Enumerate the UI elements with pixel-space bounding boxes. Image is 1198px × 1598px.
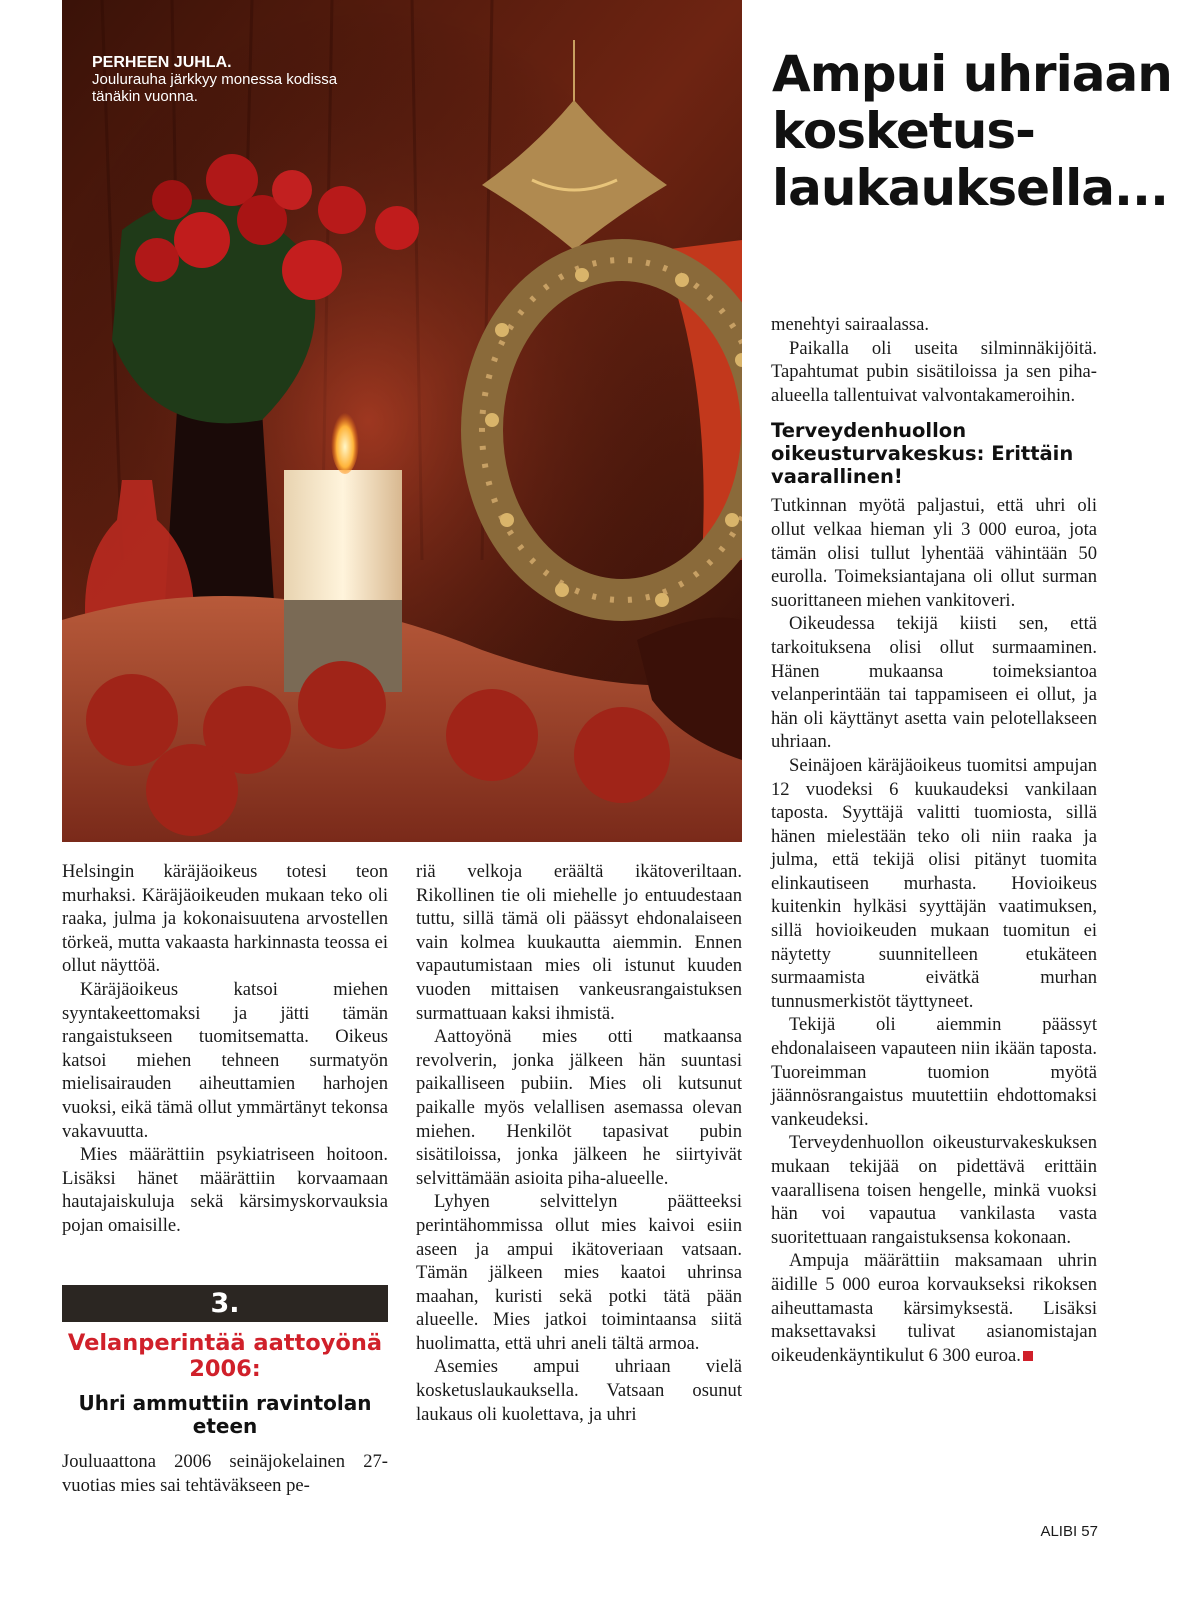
paragraph-text: Ampuja määrättiin maksamaan uhrin äidille 5 000 euroa korvaukseksi rikoksen aiheuttamasta kärsimyksestä. Lisäksi maksettavaksi tulivat asianomistajan oikeudenkäyntikulut 6 300 euroa.: [771, 1250, 1097, 1366]
paragraph: riä velkoja eräältä ikätoveriltaan. Rikollinen tie oli miehelle jo entuudestaan tuttu, sillä tämä oli päässyt ehdonalaiseen vain kolmea kuukautta aiemmin. Ennen vapautumistaan mies oli istunut kuuden vuoden mittaisen vankeusrangaistuksen surmattuaan kaksi ihmistä.: [416, 861, 742, 1024]
paragraph: Oikeudessa tekijä kiisti sen, että tarkoituksena olisi ollut surmaaminen. Hänen mukaansa toimeksiantoa velanperintään tai tappamiseen ei ollut, ja hän oli käyttänyt asetta vain pelotellakseen uhriaan.: [771, 613, 1097, 753]
paragraph: Helsingin käräjäoikeus totesi teon murhaksi. Käräjäoikeuden mukaan teko oli raaka, julma ja kokonaisuutena arvostellen törkeä, mutta vakaasta harkinnasta teossa ei ollut näyttöä.: [62, 861, 388, 977]
paragraph: Aattoyönä mies otti matkaansa revolverin, jonka jälkeen hän suuntasi paikalliseen pubiin. Mies oli kutsunut paikalle myös velallisen asemassa olevan miehen. Henkilöt tapasivat pubin sisätiloissa, jonka jälkeen he siirtyivät selvittämään asioita piha-alueelle.: [416, 1026, 742, 1189]
section-heading: [62, 1330, 388, 1438]
article-headline: Ampui uhriaan kosketus-laukauksella...: [772, 45, 1172, 217]
caption-head: PERHEEN JUHLA.: [92, 54, 232, 71]
christmas-still-life-photo: [62, 0, 742, 842]
paragraph: Käräjäoikeus katsoi miehen syyntakeettomaksi ja jätti tämän rangaistukseen tuomitsematta. Oikeus katsoi miehen tehneen surmatyön mielisairauden aiheuttamien harhojen vuoksi, eikä tämä ollut ymmärtänyt tekonsa vakavuutta.: [62, 978, 388, 1142]
paragraph: Mies määrättiin psykiatriseen hoitoon. Lisäksi hänet määrättiin korvaamaan hautajaiskuluja sekä kärsimyskorvauksia pojan omaisille.: [62, 1144, 388, 1236]
end-mark-icon: [1023, 1351, 1033, 1361]
column-2: [416, 860, 742, 1426]
page-folio: ALIBI 57: [1040, 1523, 1098, 1540]
paragraph: Seinäjoen käräjäoikeus tuomitsi ampujan 12 vuodeksi 6 kuukaudeksi vankilaan taposta. Syyttäjä valitti tuomiosta, sillä hänen mielestään teko oli niin raaka ja julma, että tekijä olisi pitänyt tuomita elinkautiseen murhasta. Hovioikeus kuitenkin hylkäsi syyttäjän vaatimuksen, sillä hovioikeuden mukaan tuomitun ei näytetty suunnitelleen etukäteen surmaamista eivätkä murhan tunnusmerkistöt täyttyneet.: [771, 754, 1097, 1012]
paragraph: menehtyi sairaalassa.: [771, 314, 929, 335]
paragraph: Lyhyen selvittelyn päätteeksi perintähommissa ollut mies kaivoi esiin aseen ja ampui ikätoveriaan vatsaan. Tämän jälkeen mies kaatoi uhrinsa maahan, kuristi sekä potki tätä pään alueelle. Mies jatkoi toimintaansa siitä huolimatta, että uhri aneli tältä armoa.: [416, 1191, 742, 1354]
section-title: Velanperintää aattoyönä 2006:: [67, 1330, 383, 1382]
section-number-box: 3.: [62, 1285, 388, 1322]
column-subheading: Terveydenhuollon oikeusturvakeskus: Erittäin vaarallinen!: [771, 419, 1074, 489]
paragraph: Terveydenhuollon oikeusturvakeskuksen mukaan tekijää on pidettävä erittäin vaarallisena toisen hengelle, minkä vuoksi hän voi vapautua vankilasta vasta suoritettuaan rangaistuksensa kokonaan.: [771, 1132, 1097, 1248]
section-lead: Jouluaattona 2006 seinäjokelainen 27-vuotias mies sai tehtäväkseen pe-: [62, 1451, 388, 1496]
paragraph-last: [771, 1249, 1097, 1367]
section-subtitle: Uhri ammuttiin ravintolan eteen: [78, 1391, 372, 1438]
paragraph: Tutkinnan myötä paljastui, että uhri oli ollut velkaa hieman yli 3 000 euroa, jota tämän olisi tullut lyhentää vähintään 50 eurolla. Toimeksiantajana oli ollut surman suorittaneen miehen vankitoveri.: [771, 495, 1097, 611]
paragraph: Tekijä oli aiemmin päässyt ehdonalaiseen vapauteen niin ikään taposta. Tuoreimman tuomion myötä jäännösrangaistus muutettiin ehdottomaksi vankeudeksi.: [771, 1014, 1097, 1130]
column-3: [771, 313, 1097, 1367]
column-1: [62, 860, 388, 1238]
paragraph: Asemies ampui uhriaan vielä kosketuslaukauksella. Vatsaan osunut laukaus oli kuolettava, ja uhri: [416, 1356, 742, 1425]
caption-text: Joulurauha järkkyy monessa kodissa tänäkin vuonna.: [92, 71, 338, 105]
section-lead-column: [62, 1450, 388, 1497]
photo-caption: [92, 54, 352, 105]
paragraph: Paikalla oli useita silminnäkijöitä. Tapahtumat pubin sisätiloissa ja sen piha-alueella tallentuivat valvontakameroihin.: [771, 337, 1097, 406]
